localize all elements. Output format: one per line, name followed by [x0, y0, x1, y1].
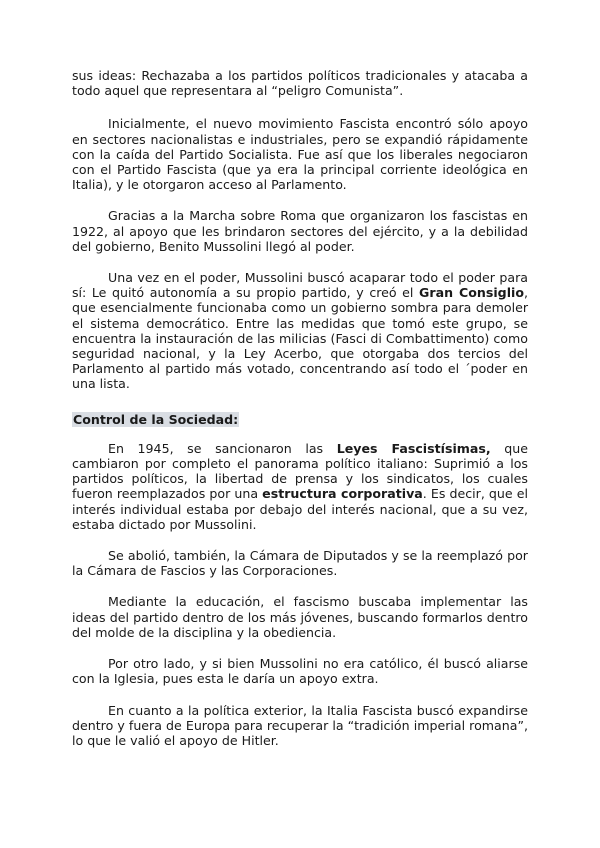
paragraph-march-on-rome: Gracias a la Marcha sobre Roma que organizaron los fascistas en 1922, al apoyo que les brindaron sectores del ejército, y a la debilidad del gobierno, Benito Mussolini llegó al poder. [72, 208, 528, 254]
paragraph-continuation: sus ideas: Rechazaba a los partidos políticos tradicionales y atacaba a todo aquel que representara al “peligro Comunista”. [72, 68, 528, 99]
paragraph-camara-diputados: Se abolió, también, la Cámara de Diputados y se la reemplazó por la Cámara de Fascios y las Corporaciones. [72, 548, 528, 579]
section-heading [72, 408, 528, 441]
paragraph-iglesia: Por otro lado, y si bien Mussolini no era católico, él buscó aliarse con la Iglesia, pues esta le daría un apoyo extra. [72, 656, 528, 687]
section-heading-text: Control de la Sociedad: [73, 411, 239, 427]
paragraph-educacion: Mediante la educación, el fascismo buscaba implementar las ideas del partido dentro de los más jóvenes, buscando formarlos dentro del molde de la disciplina y la obediencia. [72, 594, 528, 640]
bold-leyes-fascistisimas: Leyes Fascistísimas, [336, 440, 491, 456]
text-run: Una vez en el poder, Mussolini buscó acaparar todo el poder para sí: Le quitó autonomía a su propio partido, y creó el [72, 270, 528, 301]
paragraph-mussolini-power [72, 270, 528, 392]
text-run: En 1945, se sancionaron las [108, 440, 337, 456]
paragraph-politica-exterior: En cuanto a la política exterior, la Italia Fascista buscó expandirse dentro y fuera de Europa para recuperar la “tradición imperial romana”, lo que le valió el apoyo de Hitler. [72, 702, 528, 748]
bold-gran-consiglio: Gran Consiglio [419, 285, 524, 301]
text-run: que cambiaron por completo el panorama político italiano: Suprimió a los partidos políticos, la libertad de prensa y los sindicatos, los cuales fueron reemplazados por una [72, 440, 528, 502]
paragraph-fascist-movement: Inicialmente, el nuevo movimiento Fascista encontró sólo apoyo en sectores nacionalistas e industriales, pero se expandió rápidamente con la caída del Partido Socialista. Fue así que los liberales negociaron con el Partido Fascista (que ya era la principal corriente ideológica en Italia), y le otorgaron acceso al Parlamento. [72, 116, 528, 193]
bold-estructura-corporativa: estructura corporativa [262, 486, 423, 502]
text-run: , que esencialmente funcionaba como un gobierno sombra para demoler el sistema democrático. Entre las medidas que tomó este grupo, se encuentra la instauración de las milicias (Fasci di Combattimento) como seguridad nacional, y la Ley Acerbo, que otorgaba dos tercios del Parlamento al partido más votado, concentrando así todo el ´poder en una lista. [72, 285, 529, 392]
text-run: . Es decir, que el interés individual estaba por debajo del interés nacional, que a su vez, estaba dictado por Mussolini. [72, 486, 528, 532]
paragraph-leyes-fascistisimas [72, 441, 528, 532]
